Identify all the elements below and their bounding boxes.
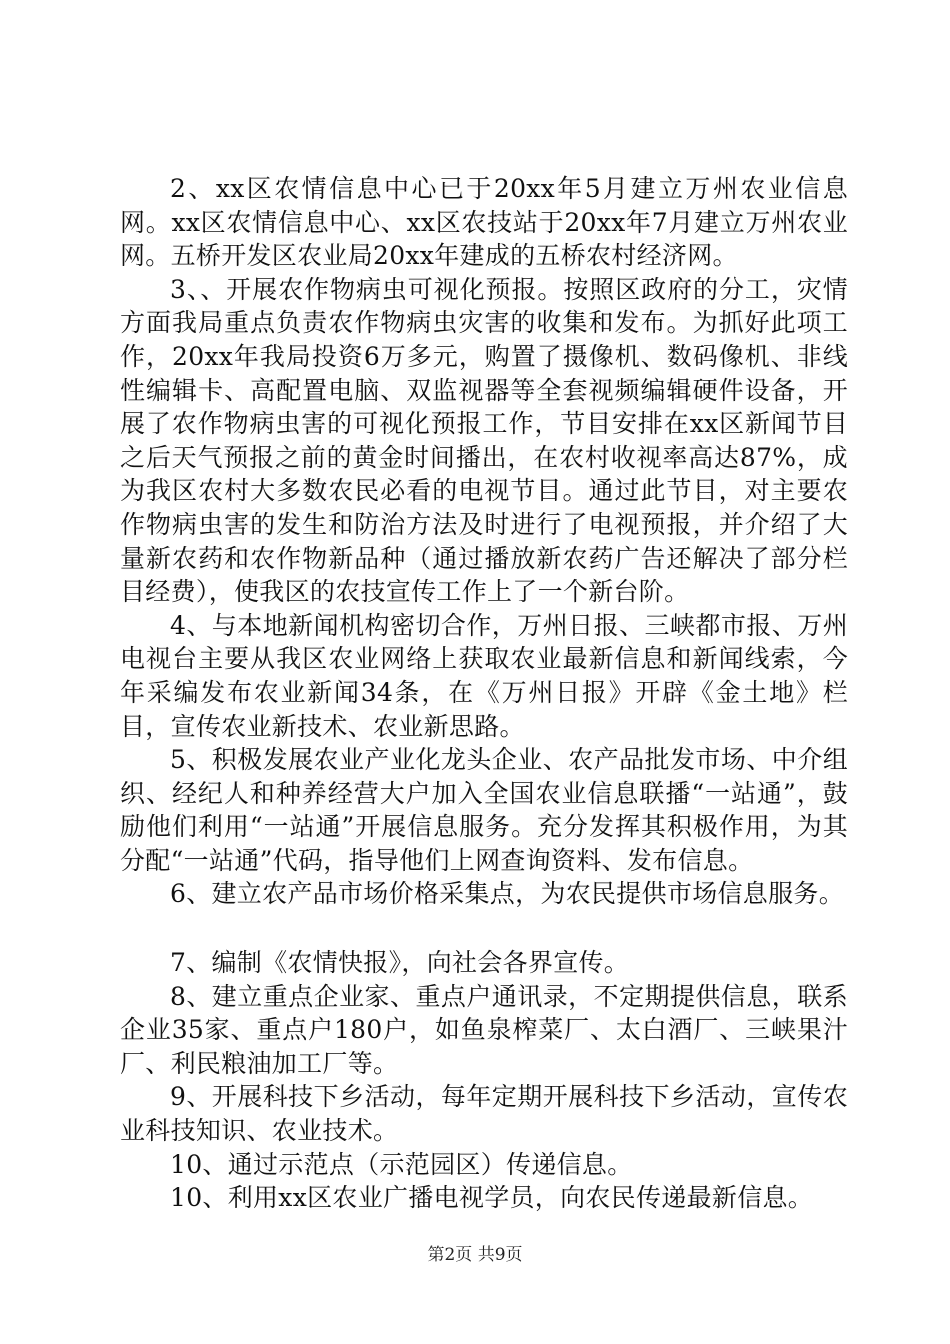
paragraph-item-10b: 10、利用xx区农业广播电视学员，向农民传递最新信息。 — [170, 1183, 814, 1213]
paragraph-item-10a: 10、通过示范点（示范园区）传递信息。 — [170, 1149, 633, 1179]
paragraph-item-9: 9、开展科技下乡活动，每年定期开展科技下乡活动，宣传农业科技知识、农业技术。 — [120, 1082, 848, 1146]
paragraph-item-3: 3、、开展农作物病虫可视化预报。按照区政府的分工，灾情方面我局重点负责农作物病虫灾害的收集和发布。为抓好此项工作，20xx年我局投资6万多元，购置了摄像机、数码像机、非线性编辑卡、高配置电脑、双监视器等全套视频编辑硬件设备，开展了农作物病虫害的可视化预报工作，节目安排在xx区新闻节目之后天气预报之前的黄金时间播出，在农村收视率高达87%，成为我区农村大多数农民必看的电视节目。通过此节目，对主要农作物病虫害的发生和防治方法及时进行了电视预报，并介绍了大量新农药和农作物新品种（通过播放新农药广告还解决了部分栏目经费），使我区的农技宣传工作上了一个新台阶。 — [120, 274, 848, 607]
page-number-footer: 第2页 共9页 — [427, 1245, 523, 1265]
paragraph-item-6: 6、建立农产品市场价格采集点，为农民提供市场信息服务。 — [170, 879, 845, 909]
paragraph-item-8: 8、建立重点企业家、重点户通讯录，不定期提供信息，联系企业35家、重点户180户，如鱼泉榨菜厂、太白酒厂、三峡果汁厂、利民粮油加工厂等。 — [120, 981, 848, 1078]
document-body — [120, 172, 848, 1215]
paragraph-spacer — [120, 911, 848, 946]
paragraph-item-4: 4、与本地新闻机构密切合作，万州日报、三峡都市报、万州电视台主要从我区农业网络上获取农业最新信息和新闻线索，今年采编发布农业新闻34条，在《万州日报》开辟《金土地》栏目，宣传农业新技术、农业新思路。 — [120, 610, 848, 741]
paragraph-item-5: 5、积极发展农业产业化龙头企业、农产品批发市场、中介组织、经纪人和种养经营大户加入全国农业信息联播“一站通”，鼓励他们利用“一站通”开展信息服务。充分发挥其积极作用，为其分配“一站通”代码，指导他们上网查询资料、发布信息。 — [120, 745, 848, 875]
paragraph-item-7: 7、编制《农情快报》，向社会各界宣传。 — [170, 948, 630, 978]
paragraph-item-2: 2、xx区农情信息中心已于20xx年5月建立万州农业信息网。xx区农情信息中心、xx区农技站于20xx年7月建立万州农业网。五桥开发区农业局20xx年建成的五桥农村经济网。 — [120, 174, 848, 271]
